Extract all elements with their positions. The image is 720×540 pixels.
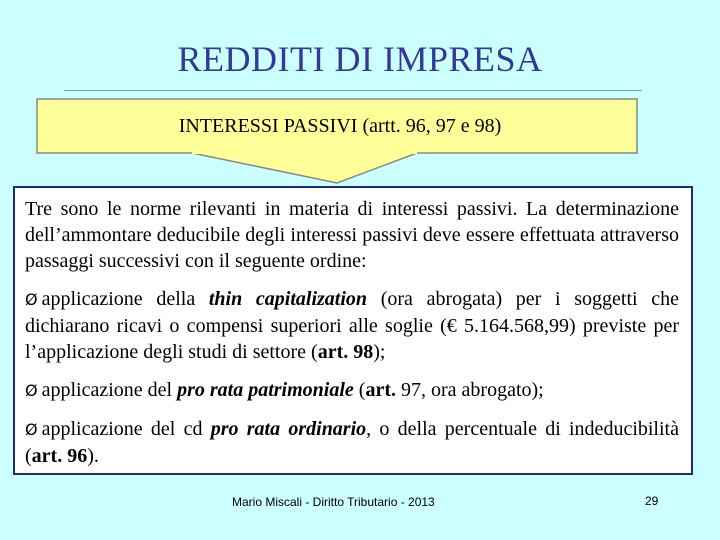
intro-paragraph: Tre sono le norme rilevanti in materia di interessi passivi. La determinazione dell’ammontare deducibile degli interessi passivi deve essere effettuata attraverso passaggi successivi con il seguente ordine: [25, 198, 679, 272]
bullet-pro-rata-ordinario: Ø applicazione del cd pro rata ordinario, o della percentuale di indeducibilità (art. 96). [25, 418, 679, 467]
term-thin-capitalization: thin capitalization [208, 288, 368, 310]
article-ref: art. [365, 379, 397, 401]
bullet-arrow-icon: Ø [25, 290, 38, 309]
callout-label: INTERESSI PASSIVI (artt. 96, 97 e 98) [178, 115, 502, 137]
article-ref: art. 98 [317, 341, 374, 363]
bullet-thin-cap: Ø applicazione della thin capitalization (ora abrogata) per i soggetti che dichiarano ricavi o compensi superiori alle soglie (€ 5.164.568,99) previste per l’applicazione degli studi di settore (art. 98); [25, 288, 680, 363]
bullet-arrow-icon: Ø [25, 381, 38, 400]
bullet-arrow-icon: Ø [25, 420, 38, 439]
title-divider [64, 90, 642, 91]
content-box [13, 186, 693, 475]
page-number: 29 [645, 494, 659, 508]
article-ref: art. 96 [31, 445, 88, 467]
term-pro-rata-patrimoniale: pro rata patrimoniale [177, 379, 354, 401]
callout-arrow [0, 96, 720, 186]
bullet-pro-rata-patrimoniale: Ø applicazione del pro rata patrimoniale (art. 97, ora abrogato); [25, 379, 544, 401]
callout-arrow-shape [0, 96, 720, 186]
slide-footer: Mario Miscali - Diritto Tributario - 2013 [232, 495, 435, 509]
term-pro-rata-ordinario: pro rata ordinario [210, 418, 367, 440]
slide-title: REDDITI DI IMPRESA [177, 39, 543, 79]
